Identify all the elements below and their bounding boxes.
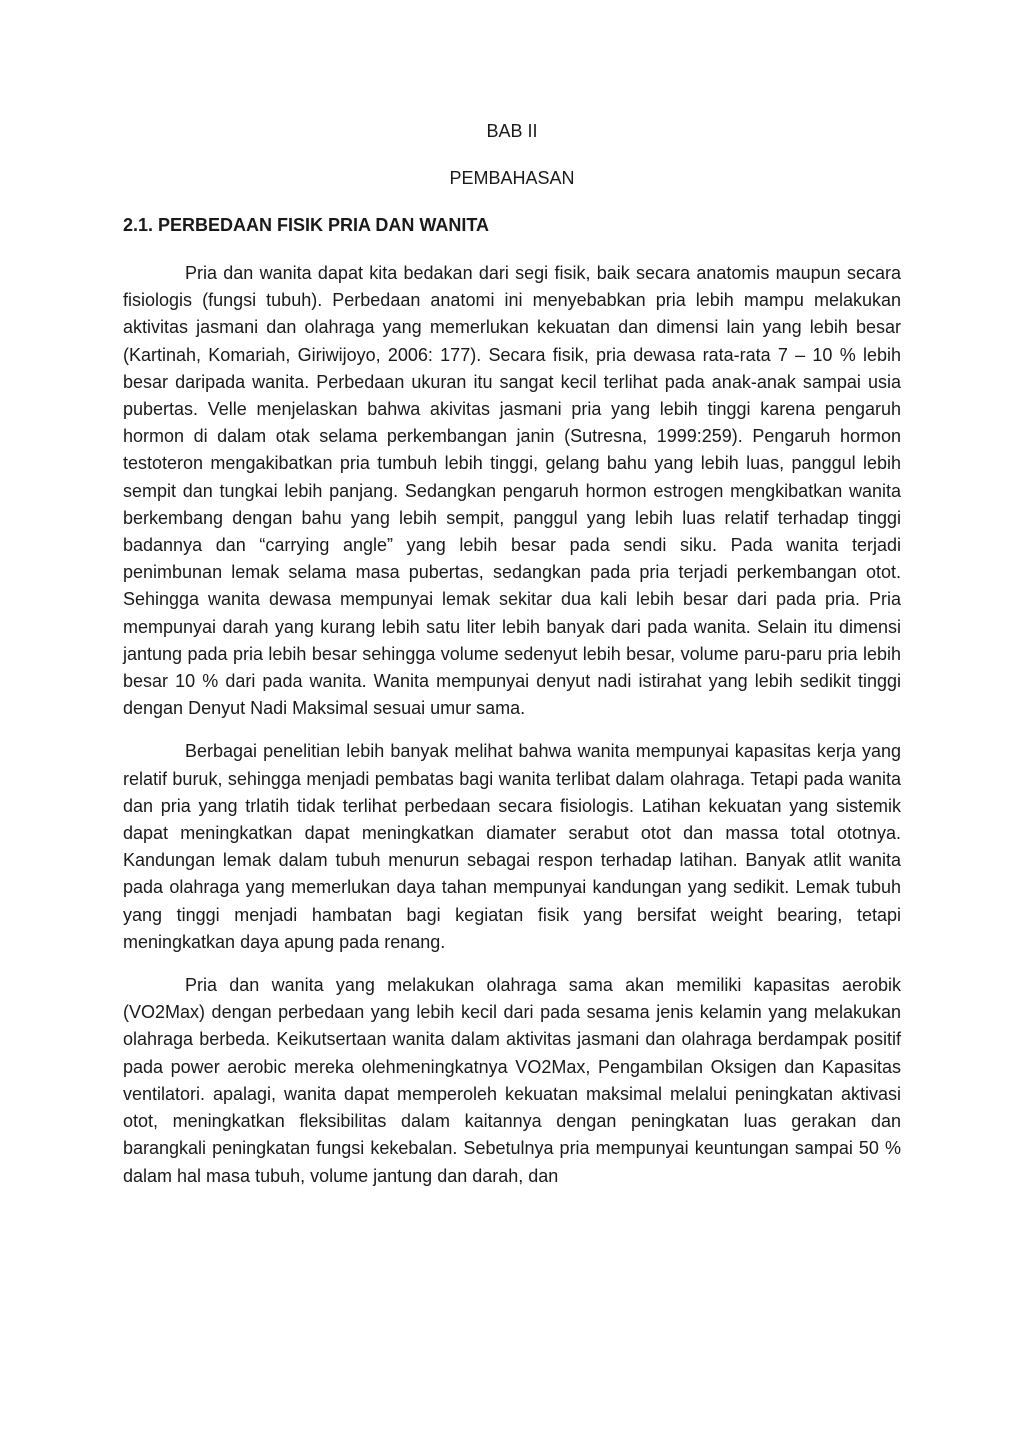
section-heading: 2.1. PERBEDAAN FISIK PRIA DAN WANITA [123,215,490,235]
document-page [123,118,901,1190]
body-paragraph: Pria dan wanita yang melakukan olahraga sama akan memiliki kapasitas aerobik (VO2Max) dengan perbedaan yang lebih kecil dari pada sesama jenis kelamin yang melakukan olahraga berbeda. Keikutsertaan wanita dalam aktivitas jasmani dan olahraga berdampak positif pada power aerobic mereka olehmeningkatnya VO2Max, Pengambilan Oksigen dan Kapasitas ventilatori. apalagi, wanita dapat memperoleh kekuatan maksimal melalui peningkatan aktivasi otot, meningkatkan fleksibilitas dalam kaitannya dengan peningkatan luas gerakan dan barangkali peningkatan fungsi kekebalan. Sebetulnya pria mempunyai keuntungan sampai 50 % dalam hal masa tubuh, volume jantung dan darah, dan [123,975,901,1186]
chapter-title: PEMBAHASAN [449,168,575,188]
body-paragraph: Pria dan wanita dapat kita bedakan dari segi fisik, baik secara anatomis maupun secara fisiologis (fungsi tubuh). Perbedaan anatomi ini menyebabkan pria lebih mampu melakukan aktivitas jasmani dan olahraga yang memerlukan kekuatan dan dimensi lain yang lebih besar (Kartinah, Komariah, Giriwijoyo, 2006: 177). Secara fisik, pria dewasa rata-rata 7 – 10 % lebih besar daripada wanita. Perbedaan ukuran itu sangat kecil terlihat pada anak-anak sampai usia pubertas. Velle menjelaskan bahwa akivitas jasmani pria yang lebih tinggi karena pengaruh hormon di dalam otak selama perkembangan janin (Sutresna, 1999:259). Pengaruh hormon testoteron mengakibatkan pria tumbuh lebih tinggi, gelang bahu yang lebih luas, panggul lebih sempit dan tungkai lebih panjang. Sedangkan pengaruh hormon estrogen mengkibatkan wanita berkembang dengan bahu yang lebih sempit, panggul yang lebih luas relatif terhadap tinggi badannya dan “carrying angle” yang lebih besar pada sendi siku. Pada wanita terjadi penimbunan lemak selama masa pubertas, sedangkan pada pria terjadi perkembangan otot. Sehingga wanita dewasa mempunyai lemak sekitar dua kali lebih besar dari pada pria. Pria mempunyai darah yang kurang lebih satu liter lebih banyak dari pada wanita. Selain itu dimensi jantung pada pria lebih besar sehingga volume sedenyut lebih besar, volume paru-paru pria lebih besar 10 % dari pada wanita. Wanita mempunyai denyut nadi istirahat yang lebih sedikit tinggi dengan Denyut Nadi Maksimal sesuai umur sama. [123,263,901,719]
body-paragraph: Berbagai penelitian lebih banyak melihat bahwa wanita mempunyai kapasitas kerja yang relatif buruk, sehingga menjadi pembatas bagi wanita terlibat dalam olahraga. Tetapi pada wanita dan pria yang trlatih tidak terlihat perbedaan secara fisiologis. Latihan kekuatan yang sistemik dapat meningkatkan dapat meningkatkan diamater serabut otot dan massa total ototnya. Kandungan lemak dalam tubuh menurun sebagai respon terhadap latihan. Banyak atlit wanita pada olahraga yang memerlukan daya tahan mempunyai kandungan yang sedikit. Lemak tubuh yang tinggi menjadi hambatan bagi kegiatan fisik yang bersifat weight bearing, tetapi meningkatkan daya apung pada renang. [123,741,901,952]
chapter-label: BAB II [486,121,538,141]
